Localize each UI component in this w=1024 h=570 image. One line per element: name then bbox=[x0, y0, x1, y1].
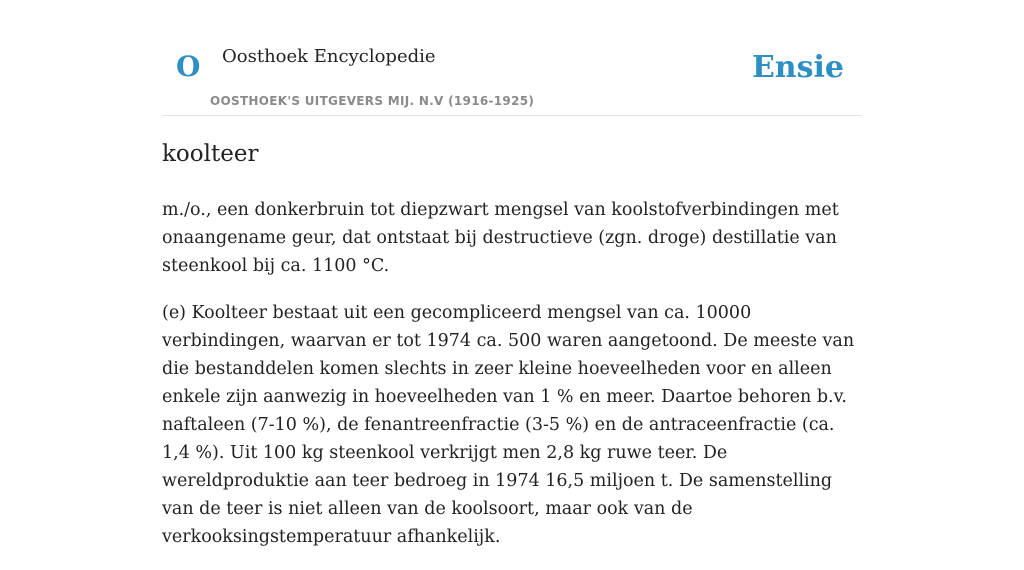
entry-title: koolteer bbox=[162, 141, 259, 167]
source-logo[interactable]: O bbox=[176, 50, 201, 83]
source-subtitle: OOSTHOEK'S UITGEVERS MIJ. N.V (1916-1925) bbox=[210, 94, 535, 108]
entry-content bbox=[162, 138, 862, 570]
ensie-logo-link[interactable]: Ensie bbox=[751, 50, 844, 85]
entry-paragraph: (e) Koolteer bestaat uit een gecompliceerd mengsel van ca. 10000 verbindingen, waarvan er tot 1974 ca. 500 waren aangetoond. De meeste van die bestanddelen komen slechts in zeer kleine hoeveelheden voor en alleen enkele zijn aanwezig in hoeveelheden van 1 % en meer. Daartoe behoren b.v. naftaleen (7-10 %), de fenantreenfractie (3-5 %) en de antraceenfractie (ca. 1,4 %). Uit 100 kg steenkool verkrijgt men 2,8 kg ruwe teer. De wereldproduktie aan teer bedroeg in 1974 16,5 miljoen t. De samenstelling van de teer is niet alleen van de koolsoort, maar ook van de verkooksingstemperatuur afhankelijk. bbox=[162, 303, 855, 547]
entry-paragraph: m./o., een donkerbruin tot diepzwart mengsel van koolstofverbindingen met onaangename geur, dat ontstaat bij destructieve (zgn. droge) destillatie van steenkool bij ca. 1100 °C. bbox=[162, 200, 839, 276]
source-title[interactable]: Oosthoek Encyclopedie bbox=[222, 46, 436, 67]
source-header bbox=[162, 40, 862, 116]
